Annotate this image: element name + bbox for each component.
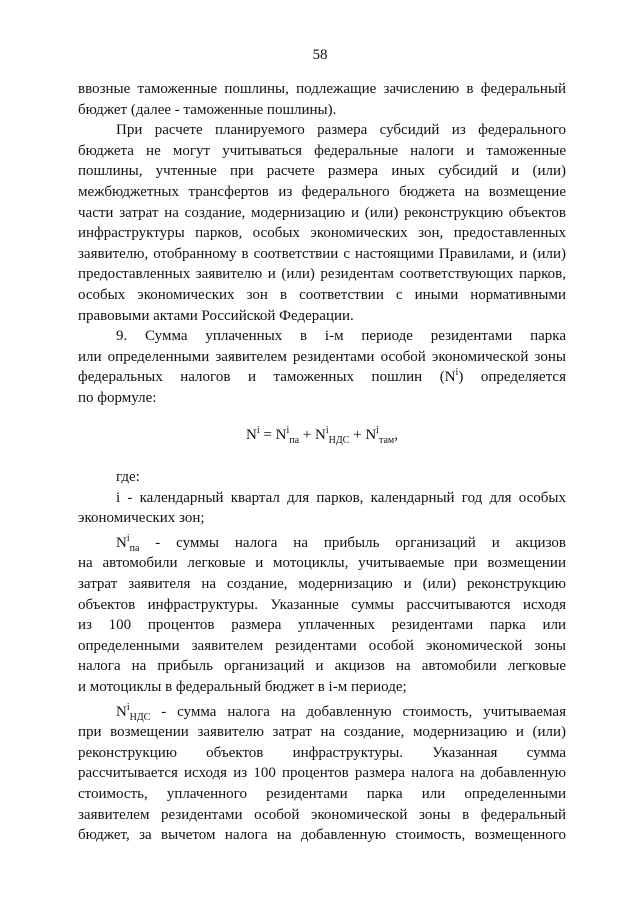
text-line: бюджет, за вычетом налога на добавленную стоимость, возмещенного	[78, 827, 566, 844]
text-line: межбюджетных трансфертов из федерального бюджета на возмещение	[78, 183, 566, 200]
definition-i	[78, 488, 566, 529]
formula-subscript: НДС	[328, 434, 350, 446]
text-line	[78, 533, 566, 554]
text-line: экономических зон;	[78, 510, 205, 527]
formula	[78, 425, 566, 446]
symbol-subscript: НДС	[129, 711, 151, 723]
text-line: правовыми актами Российской Федерации.	[78, 307, 354, 324]
text-line: инфраструктуры парков, особых экономических зон, предоставленных	[78, 225, 566, 242]
text-line: предоставленных заявителю и (или) резидентам соответствующих парков,	[78, 266, 566, 283]
document-body	[78, 79, 566, 846]
formula-superscript: i	[256, 424, 260, 436]
text-line: рассчитывается исходя из 100 процентов размера налога на добавленную	[78, 765, 566, 782]
formula-symbol: N	[365, 426, 377, 443]
text-fragment: ) определяется	[458, 369, 566, 386]
formula-symbol: N	[246, 426, 257, 443]
formula-superscript: i	[325, 424, 329, 436]
text-line: заявителем резидентами особой экономической зоны в федеральный	[78, 806, 566, 823]
text-line: 9. Сумма уплаченных в i-м периоде резидентами парка	[116, 328, 566, 345]
paragraph-customs-duties	[78, 79, 566, 120]
definition-n-pa	[78, 533, 566, 698]
text-line: бюджет (далее - таможенные пошлины).	[78, 101, 337, 118]
formula-operator: +	[299, 426, 316, 443]
symbol-letter: N	[116, 703, 127, 720]
text-line: ввозные таможенные пошлины, подлежащие зачислению в федеральный	[78, 81, 566, 97]
formula-operator: =	[259, 426, 276, 443]
text-line: части затрат на создание, модернизацию и (или) реконструкцию объектов	[78, 204, 566, 221]
text-line: реконструкцию объектов инфраструктуры. Указанная сумма	[78, 744, 566, 761]
text-line: по формуле:	[78, 389, 157, 406]
text-line: или определенными заявителем резидентами особой экономической зоны	[78, 348, 566, 365]
symbol-n-pa	[116, 532, 140, 554]
text-fragment: федеральных налогов и таможенных пошлин (N	[78, 369, 456, 386]
text-line: затрат заявителя на создание, модернизацию и (или) реконструкцию	[78, 576, 566, 593]
text-line: где:	[116, 469, 140, 486]
formula-punctuation: ,	[394, 426, 398, 443]
formula-symbol: N	[275, 426, 287, 443]
paragraph-subsidy-calculation	[78, 120, 566, 326]
definition-n-nds	[78, 702, 566, 846]
formula-superscript: i	[286, 424, 290, 436]
formula-subscript: па	[289, 434, 300, 446]
symbol-subscript: па	[129, 542, 140, 554]
text-line: бюджета не могут учитываться федеральные налоги и таможенные	[78, 142, 566, 159]
text-fragment: - сумма налога на добавленную стоимость, учитываемая	[150, 703, 566, 720]
text-line: на автомобили легковые и мотоциклы, учитываемые при возмещении	[78, 555, 566, 572]
text-line: и мотоциклы в федеральный бюджет в i-м периоде;	[78, 679, 407, 696]
superscript: i	[455, 367, 459, 379]
text-line	[78, 702, 566, 723]
text-line: пошлины, учтенные при расчете размера иных субсидий и (или)	[78, 163, 566, 180]
text-line: i - календарный квартал для парков, календарный год для особых	[116, 489, 566, 506]
text-line: При расчете планируемого размера субсидий из федерального	[116, 122, 566, 139]
formula-operator: +	[349, 426, 366, 443]
text-line: стоимость, уплаченного резидентами парка или определенными	[78, 786, 566, 802]
symbol-superscript: i	[126, 701, 130, 713]
text-line: из 100 процентов размера уплаченных резидентами парка или	[78, 617, 566, 634]
text-fragment: - суммы налога на прибыль организаций и акцизов	[139, 534, 566, 551]
symbol-n-nds	[116, 701, 151, 723]
symbol-letter: N	[116, 534, 127, 551]
text-line: налога на прибыль организаций и акцизов на автомобили легковые	[78, 658, 566, 675]
formula-subscript: там	[378, 434, 395, 446]
paragraph-where	[78, 467, 566, 488]
text-line: заявителю, отобранному в соответствии с настоящими Правилами, и (или)	[78, 245, 566, 262]
text-line: особых экономических зон в соответствии с иными нормативными	[78, 286, 566, 303]
formula-symbol: N	[315, 426, 326, 443]
text-line	[78, 367, 566, 388]
formula-superscript: i	[376, 424, 379, 436]
text-line: определенными заявителем резидентами особой экономической зоны	[78, 637, 566, 654]
page-number: 58	[312, 47, 328, 63]
symbol-superscript: i	[126, 532, 130, 544]
text-line: при возмещении заявителю затрат на создание, модернизацию и (или)	[78, 724, 566, 741]
paragraph-item-9	[78, 326, 566, 408]
text-line: объектов инфраструктуры. Указанные суммы рассчитываются исходя	[78, 596, 566, 613]
